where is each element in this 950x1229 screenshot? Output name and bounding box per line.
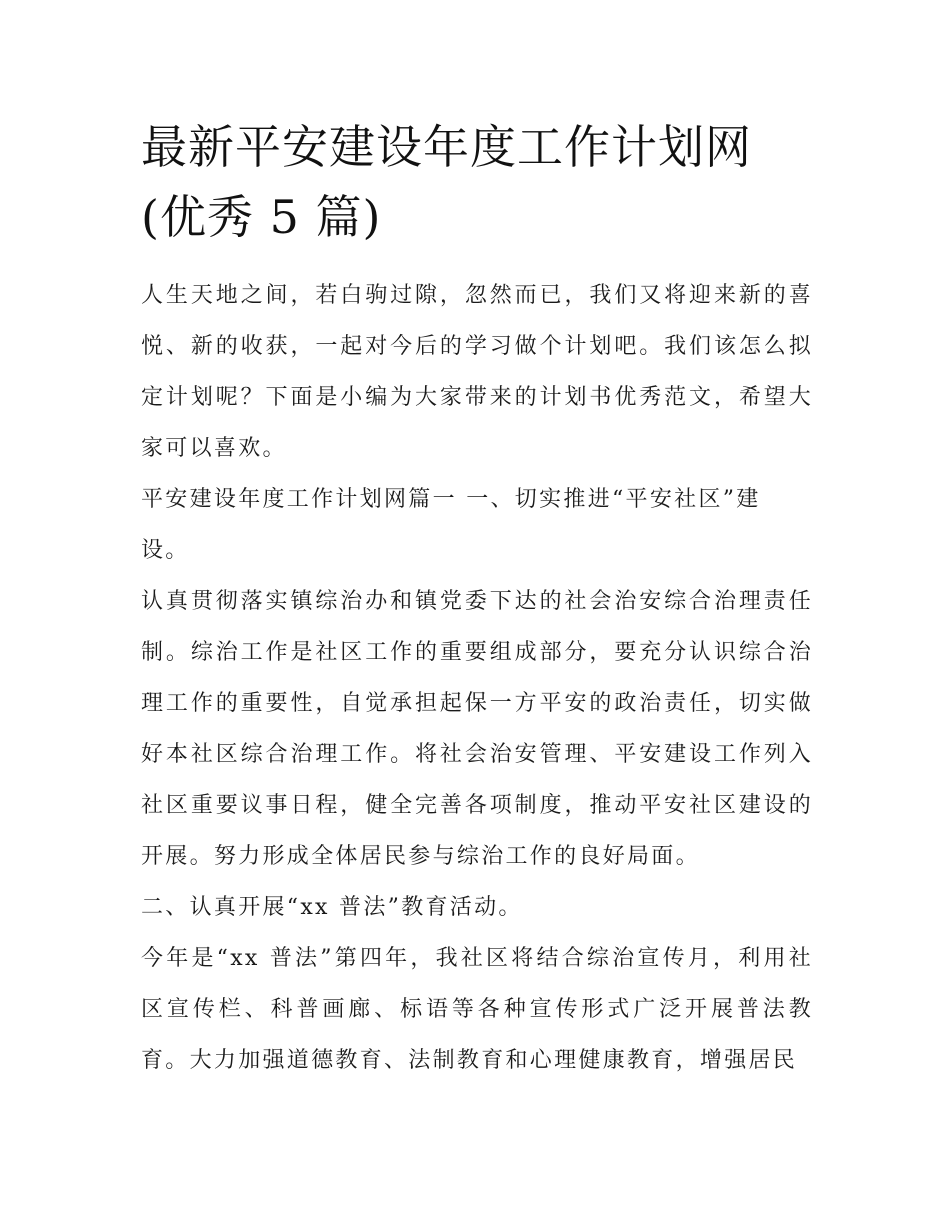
section-2-paragraph: 今年是“xx 普法”第四年，我社区将结合综治宣传月，利用社区宣传栏、科普画廊、标语等各种宣传形式广泛开展普法教育。大力加强道德教育、法制教育和心理健康教育，增强居民 <box>141 946 813 1073</box>
intro-paragraph: 人生天地之间，若白驹过隙，忽然而已，我们又将迎来新的喜悦、新的收获，一起对今后的学习做个计划吧。我们该怎么拟定计划呢？下面是小编为大家带来的计划书优秀范文，希望大家可以喜欢。 <box>141 283 813 461</box>
section-heading-1: 平安建设年度工作计划网篇一 一、切实推进“平安社区”建设。 <box>141 487 761 563</box>
document-page <box>141 112 813 1086</box>
document-body <box>141 270 813 1086</box>
title-line-1: 最新平安建设年度工作计划网 <box>141 120 752 174</box>
title-line-2: (优秀 5 篇) <box>141 190 382 244</box>
section-heading-2: 二、认真开展“xx 普法”教育活动。 <box>141 895 523 920</box>
document-title <box>141 112 813 252</box>
section-1-paragraph: 认真贯彻落实镇综治办和镇党委下达的社会治安综合治理责任制。综治工作是社区工作的重要组成部分，要充分认识综合治理工作的重要性，自觉承担起保一方平安的政治责任，切实做好本社区综合治理工作。将社会治安管理、平安建设工作列入社区重要议事日程，健全完善各项制度，推动平安社区建设的开展。努力形成全体居民参与综治工作的良好局面。 <box>141 589 813 869</box>
